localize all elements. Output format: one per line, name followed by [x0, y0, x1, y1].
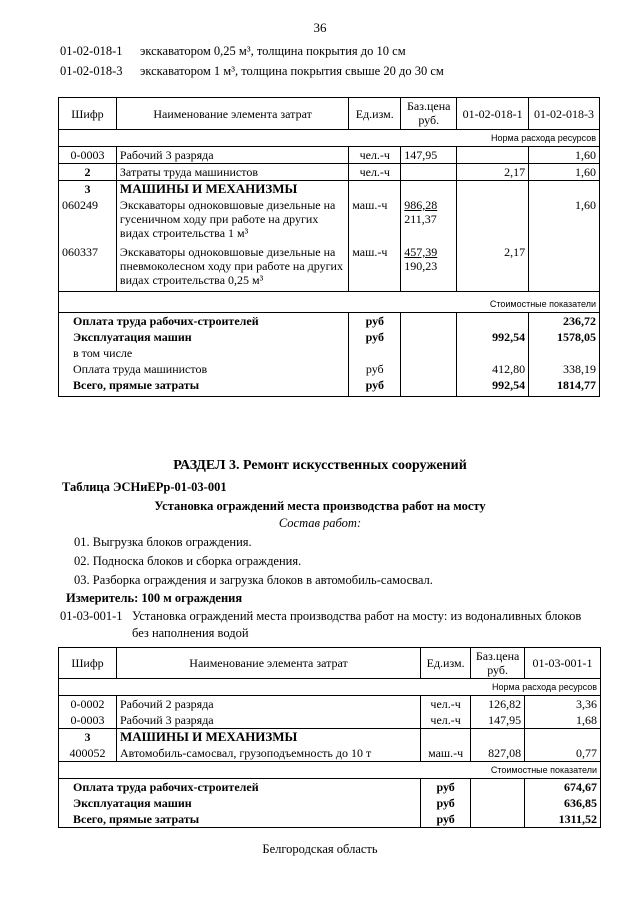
- cost-value-2: 1578,05: [529, 329, 600, 345]
- cost-label: Эксплуатация машин: [59, 795, 421, 811]
- header-code: 01-02-018-3: [60, 64, 123, 78]
- page-number: 36: [313, 20, 327, 35]
- row-code: 0-0003: [59, 712, 117, 729]
- cost-value-1: 992,54: [457, 377, 529, 397]
- cost-unit: руб: [349, 329, 401, 345]
- cost-row: [59, 329, 600, 345]
- row-unit: чел.-ч: [421, 712, 471, 729]
- machines-title: МАШИНЫ И МЕХАНИЗМЫ: [116, 729, 420, 746]
- section-title: РАЗДЕЛ 3. Ремонт искусственных сооружений: [173, 458, 467, 473]
- row-unit: чел.-ч: [349, 164, 401, 181]
- col-header-unit: Ед.изм.: [421, 648, 471, 679]
- row-code: 2: [59, 164, 117, 181]
- header-line-1: [60, 44, 406, 59]
- table-row: [59, 244, 600, 292]
- col-header-price: Баз.цена руб.: [471, 648, 525, 679]
- row-value-2: 1,60: [529, 197, 600, 244]
- cost-label: в том числе: [59, 345, 349, 361]
- norm-caption: Норма расхода ресурсов: [59, 679, 601, 696]
- cost-value: 1311,52: [525, 811, 601, 828]
- row-value-1: [457, 147, 529, 164]
- col-header-variant-1: 01-03-001-1: [525, 648, 601, 679]
- row-unit: маш.-ч: [349, 197, 401, 244]
- row-code: 0-0003: [59, 147, 117, 164]
- row-name: Экскаваторы одноковшовые дизельные на гусеничном ходу при работе на других видах строительства 1 м³: [116, 197, 348, 244]
- machines-code: 3: [59, 181, 117, 198]
- row-value-1: [457, 197, 529, 244]
- item-code: 01-03-001-1: [60, 609, 123, 623]
- cost-label: Всего, прямые затраты: [59, 377, 349, 397]
- cost-caption-row: [59, 762, 601, 779]
- col-header-code: Шифр: [59, 648, 117, 679]
- row-value-2: [529, 244, 600, 292]
- col-header-unit: Ед.изм.: [349, 98, 401, 130]
- row-code: 0-0002: [59, 696, 117, 713]
- row-price: 147,95: [401, 147, 457, 164]
- row-price: 126,82: [471, 696, 525, 713]
- cost-unit: руб: [421, 811, 471, 828]
- row-name: Экскаваторы одноковшовые дизельные на пневмоколесном ходу при работе на других видах строительства 0,25 м³: [116, 244, 348, 292]
- row-price: [401, 164, 457, 181]
- norm-caption-row: [59, 679, 601, 696]
- cost-label: Оплата труда рабочих-строителей: [59, 779, 421, 796]
- cost-unit: руб: [349, 313, 401, 330]
- works-title: Состав работ:: [278, 516, 362, 530]
- header-line-2: [60, 64, 444, 79]
- machines-header-row: [59, 729, 601, 746]
- row-value-1: 2,17: [457, 164, 529, 181]
- row-value-2: 1,60: [529, 164, 600, 181]
- footer-region: Белгородская область: [262, 842, 378, 856]
- table-header-row: [59, 98, 600, 130]
- row-name: Затраты труда машинистов: [116, 164, 348, 181]
- col-header-variant-1: 01-02-018-1: [457, 98, 529, 130]
- resource-table-2: [58, 647, 601, 828]
- row-unit: маш.-ч: [349, 244, 401, 292]
- col-header-name: Наименование элемента затрат: [116, 98, 348, 130]
- row-name: Рабочий 3 разряда: [116, 147, 348, 164]
- cost-label: Оплата труда рабочих-строителей: [59, 313, 349, 330]
- row-value-2: 1,60: [529, 147, 600, 164]
- row-unit: маш.-ч: [421, 745, 471, 762]
- machines-code: 3: [59, 729, 117, 746]
- cost-row: [59, 811, 601, 828]
- col-header-price: Баз.цена руб.: [401, 98, 457, 130]
- row-price: 986,28 211,37: [401, 197, 457, 244]
- row-code: 060337: [59, 244, 117, 292]
- cost-caption-row: [59, 292, 600, 313]
- cost-row: [59, 377, 600, 397]
- cost-value: 636,85: [525, 795, 601, 811]
- cost-caption: Стоимостные показатели: [59, 292, 600, 313]
- table-title: Установка ограждений места производства работ на мосту: [154, 499, 486, 513]
- header-code: 01-02-018-1: [60, 44, 123, 58]
- cost-value-1: [457, 313, 529, 330]
- work-item: 01. Выгрузка блоков ограждения.: [74, 535, 252, 549]
- cost-label: Всего, прямые затраты: [59, 811, 421, 828]
- row-value-1: 2,17: [457, 244, 529, 292]
- work-item: 03. Разборка ограждения и загрузка блоков в автомобиль-самосвал.: [74, 573, 433, 587]
- row-name: Рабочий 3 разряда: [116, 712, 420, 729]
- cost-value-2: 1814,77: [529, 377, 600, 397]
- cost-unit: руб: [421, 779, 471, 796]
- work-item: 02. Поднoска блоков и сборка ограждения.: [74, 554, 302, 568]
- col-header-variant-2: 01-02-018-3: [529, 98, 600, 130]
- cost-row: [59, 795, 601, 811]
- table-row: [59, 696, 601, 713]
- row-code: 060249: [59, 197, 117, 244]
- item-text: Установка ограждений места производства работ на мосту: из водоналивных блоков: [132, 609, 582, 623]
- col-header-name: Наименование элемента затрат: [116, 648, 420, 679]
- row-name: Автомобиль-самосвал, грузоподъемность до 10 т: [116, 745, 420, 762]
- cost-row: [59, 345, 600, 361]
- row-price: 147,95: [471, 712, 525, 729]
- table-row: [59, 147, 600, 164]
- cost-value-1: 992,54: [457, 329, 529, 345]
- row-price: 827,08: [471, 745, 525, 762]
- measure: Измеритель: 100 м ограждения: [66, 591, 243, 605]
- header-text: экскаватором 1 м³, толщина покрытия свыше 20 до 30 см: [140, 64, 444, 78]
- cost-unit: руб: [349, 377, 401, 397]
- cost-value-2: 338,19: [529, 361, 600, 377]
- header-text: экскаватором 0,25 м³, толщина покрытия до 10 см: [140, 44, 406, 58]
- row-value-1: 0,77: [525, 745, 601, 762]
- row-value-1: 1,68: [525, 712, 601, 729]
- cost-value-2: 236,72: [529, 313, 600, 330]
- cost-row: [59, 313, 600, 330]
- row-value-1: 3,36: [525, 696, 601, 713]
- table-row: [59, 745, 601, 762]
- table-label: Таблица ЭСНиЕРр-01-03-001: [62, 480, 227, 494]
- cost-caption: Стоимостные показатели: [59, 762, 601, 779]
- row-name: Рабочий 2 разряда: [116, 696, 420, 713]
- resource-table-1: [58, 97, 600, 397]
- row-code: 400052: [59, 745, 117, 762]
- cost-unit: руб: [349, 361, 401, 377]
- norm-caption: Норма расхода ресурсов: [59, 130, 600, 147]
- item-description: [60, 609, 581, 624]
- table-header-row: [59, 648, 601, 679]
- cost-unit: руб: [421, 795, 471, 811]
- norm-caption-row: [59, 130, 600, 147]
- cost-value-1: 412,80: [457, 361, 529, 377]
- row-unit: чел.-ч: [349, 147, 401, 164]
- table-row: [59, 712, 601, 729]
- row-unit: чел.-ч: [421, 696, 471, 713]
- table-row: [59, 197, 600, 244]
- machines-title: МАШИНЫ И МЕХАНИЗМЫ: [116, 181, 348, 198]
- col-header-code: Шифр: [59, 98, 117, 130]
- cost-label: Оплата труда машинистов: [59, 361, 349, 377]
- row-price: 457,39 190,23: [401, 244, 457, 292]
- cost-label: Эксплуатация машин: [59, 329, 349, 345]
- table-row: [59, 164, 600, 181]
- machines-header-row: [59, 181, 600, 198]
- cost-row: [59, 361, 600, 377]
- item-text-cont: без наполнения водой: [132, 626, 249, 640]
- cost-row: [59, 779, 601, 796]
- cost-value: 674,67: [525, 779, 601, 796]
